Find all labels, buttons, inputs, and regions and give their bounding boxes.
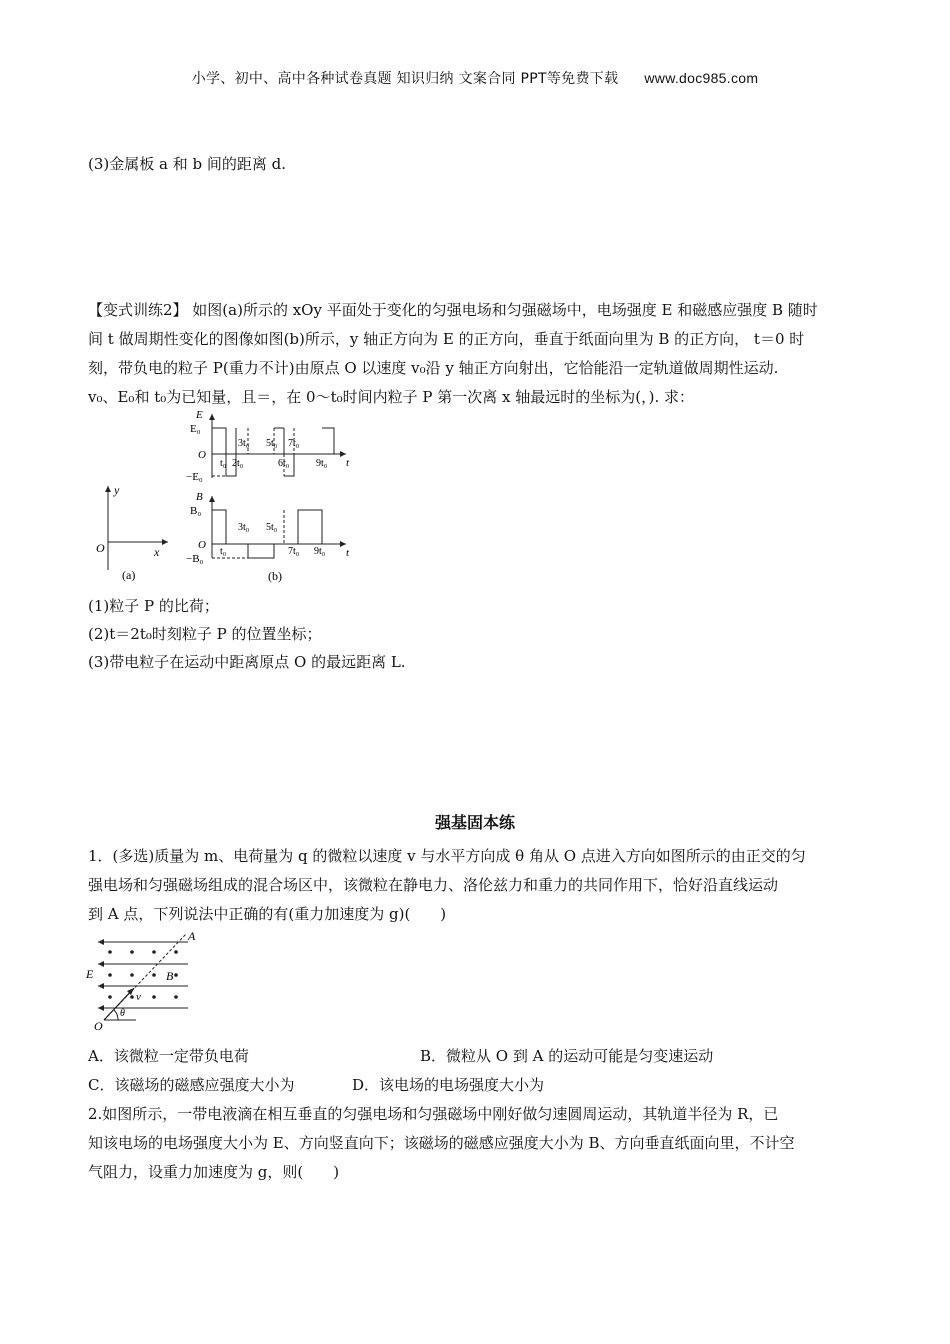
q1-fig-O: O (94, 1019, 103, 1033)
variant-sub-2: (2)t＝2t₀时刻粒子 P 的位置坐标； (88, 625, 322, 643)
q1-fig-A: A (188, 929, 196, 943)
fig-a-caption: (a) (122, 568, 136, 582)
q1-option-d: D．该电场的电场强度大小为 (352, 1076, 545, 1094)
fig-b-tick-7t0: 7t₀ (288, 438, 300, 449)
fig-a-y-label: y (114, 483, 120, 497)
q2-line-1: 2.如图所示，一带电液滴在相互垂直的匀强电场和匀强磁场中刚好做匀速圆周运动，其轨道半径为 R，已 (88, 1105, 779, 1123)
page-header (0, 68, 950, 88)
fig-b-tick-3t0: 3t₀ (238, 438, 250, 449)
fig-b-t-axis-e: t (346, 457, 350, 469)
fig-a-origin: O (96, 541, 105, 555)
figure-a (92, 480, 172, 585)
fig-b-neg-e0: −E₀ (186, 471, 203, 483)
section-title: 强基固本练 (434, 813, 515, 832)
fig-b-tick-5t0: 5t₀ (266, 438, 278, 449)
fig-b-caption: (b) (268, 569, 282, 583)
figure-b (188, 408, 358, 586)
variant-sub-1: (1)粒子 P 的比荷； (88, 597, 219, 615)
q1-fig-theta: θ (120, 1008, 125, 1019)
variant-line-1: 【变式训练2】 如图(a)所示的 xOy 平面处于变化的匀强电场和匀强磁场中，电场强度 E 和磁感应强度 B 随时 (88, 301, 818, 319)
variant-line-4: v₀、E₀和 t₀为已知量，且＝，在 0～t₀时间内粒子 P 第一次离 x 轴最远时的坐标为(，). 求： (88, 388, 694, 406)
q1-option-a: A．该微粒一定带负电荷 (88, 1047, 249, 1065)
variant-sub-3: (3)带电粒子在运动中距离原点 O 的最远距离 L. (88, 653, 406, 671)
fig-b-b-tick-t0: t₀ (220, 546, 227, 557)
q1-fig-E: E (86, 967, 94, 981)
fig-b-t-axis-b: t (346, 547, 350, 559)
fig-b-e0: E₀ (190, 423, 201, 435)
fig-b-b-tick-5t0: 5t₀ (266, 522, 278, 533)
fig-b-origin-b: O (198, 539, 206, 551)
fig-b-b-tick-3t0: 3t₀ (238, 522, 250, 533)
q1-option-c: C．该磁场的磁感应强度大小为 (88, 1076, 295, 1094)
fig-b-origin-e: O (198, 449, 206, 461)
header-text: 小学、初中、高中各种试卷真题 知识归纳 文案合同 PPT等免费下载 (191, 71, 619, 87)
variant-line-3: 刻，带负电的粒子 P(重力不计)由原点 O 以速度 v₀沿 y 轴正方向射出，它恰能沿一定轨道做周期性运动. (88, 359, 779, 377)
header-site: www.doc985.com (644, 70, 759, 86)
question-3: (3)金属板 a 和 b 间的距离 d. (88, 155, 287, 173)
fig-b-tick-t0: t₀ (220, 458, 227, 469)
q1-fig-B: B (166, 969, 174, 983)
fig-b-tick-9t0: 9t₀ (316, 458, 328, 469)
fig-b-tick-6t0: 6t₀ (278, 458, 290, 469)
q2-line-3: 气阻力，设重力加速度为 g，则( ) (88, 1163, 340, 1181)
fig-b-b0: B₀ (190, 505, 202, 517)
q2-line-2: 知该电场的电场强度大小为 E、方向竖直向下；该磁场的磁感应强度大小为 B、方向垂直纸面向里，不计空 (88, 1134, 795, 1152)
q1-line-2: 强电场和匀强磁场组成的混合场区中，该微粒在静电力、洛伦兹力和重力的共同作用下，恰好沿直线运动 (88, 876, 779, 894)
variant-line-2: 间 t 做周期性变化的图像如图(b)所示，y 轴正方向为 E 的正方向，垂直于纸面向里为 B 的正方向， t＝0 时 (88, 330, 805, 348)
fig-b-b-axis: B (196, 491, 203, 503)
q1-option-b: B．微粒从 O 到 A 的运动可能是匀变速运动 (420, 1047, 714, 1065)
q1-line-3: 到 A 点，下列说法中正确的有(重力加速度为 g)( ) (88, 905, 447, 923)
fig-b-neg-b0: −B₀ (186, 553, 204, 565)
q1-line-1: 1．(多选)质量为 m、电荷量为 q 的微粒以速度 v 与水平方向成 θ 角从 O 点进入方向如图所示的由正交的匀 (88, 847, 806, 865)
fig-a-x-label: x (154, 545, 160, 559)
q1-figure (86, 928, 206, 1032)
fig-b-b-tick-9t0: 9t₀ (314, 546, 326, 557)
fig-b-e-axis: E (196, 409, 203, 421)
q1-fig-v: v (136, 991, 141, 1003)
fig-b-tick-2t0: 2t₀ (232, 458, 244, 469)
fig-b-b-tick-7t0: 7t₀ (288, 546, 300, 557)
